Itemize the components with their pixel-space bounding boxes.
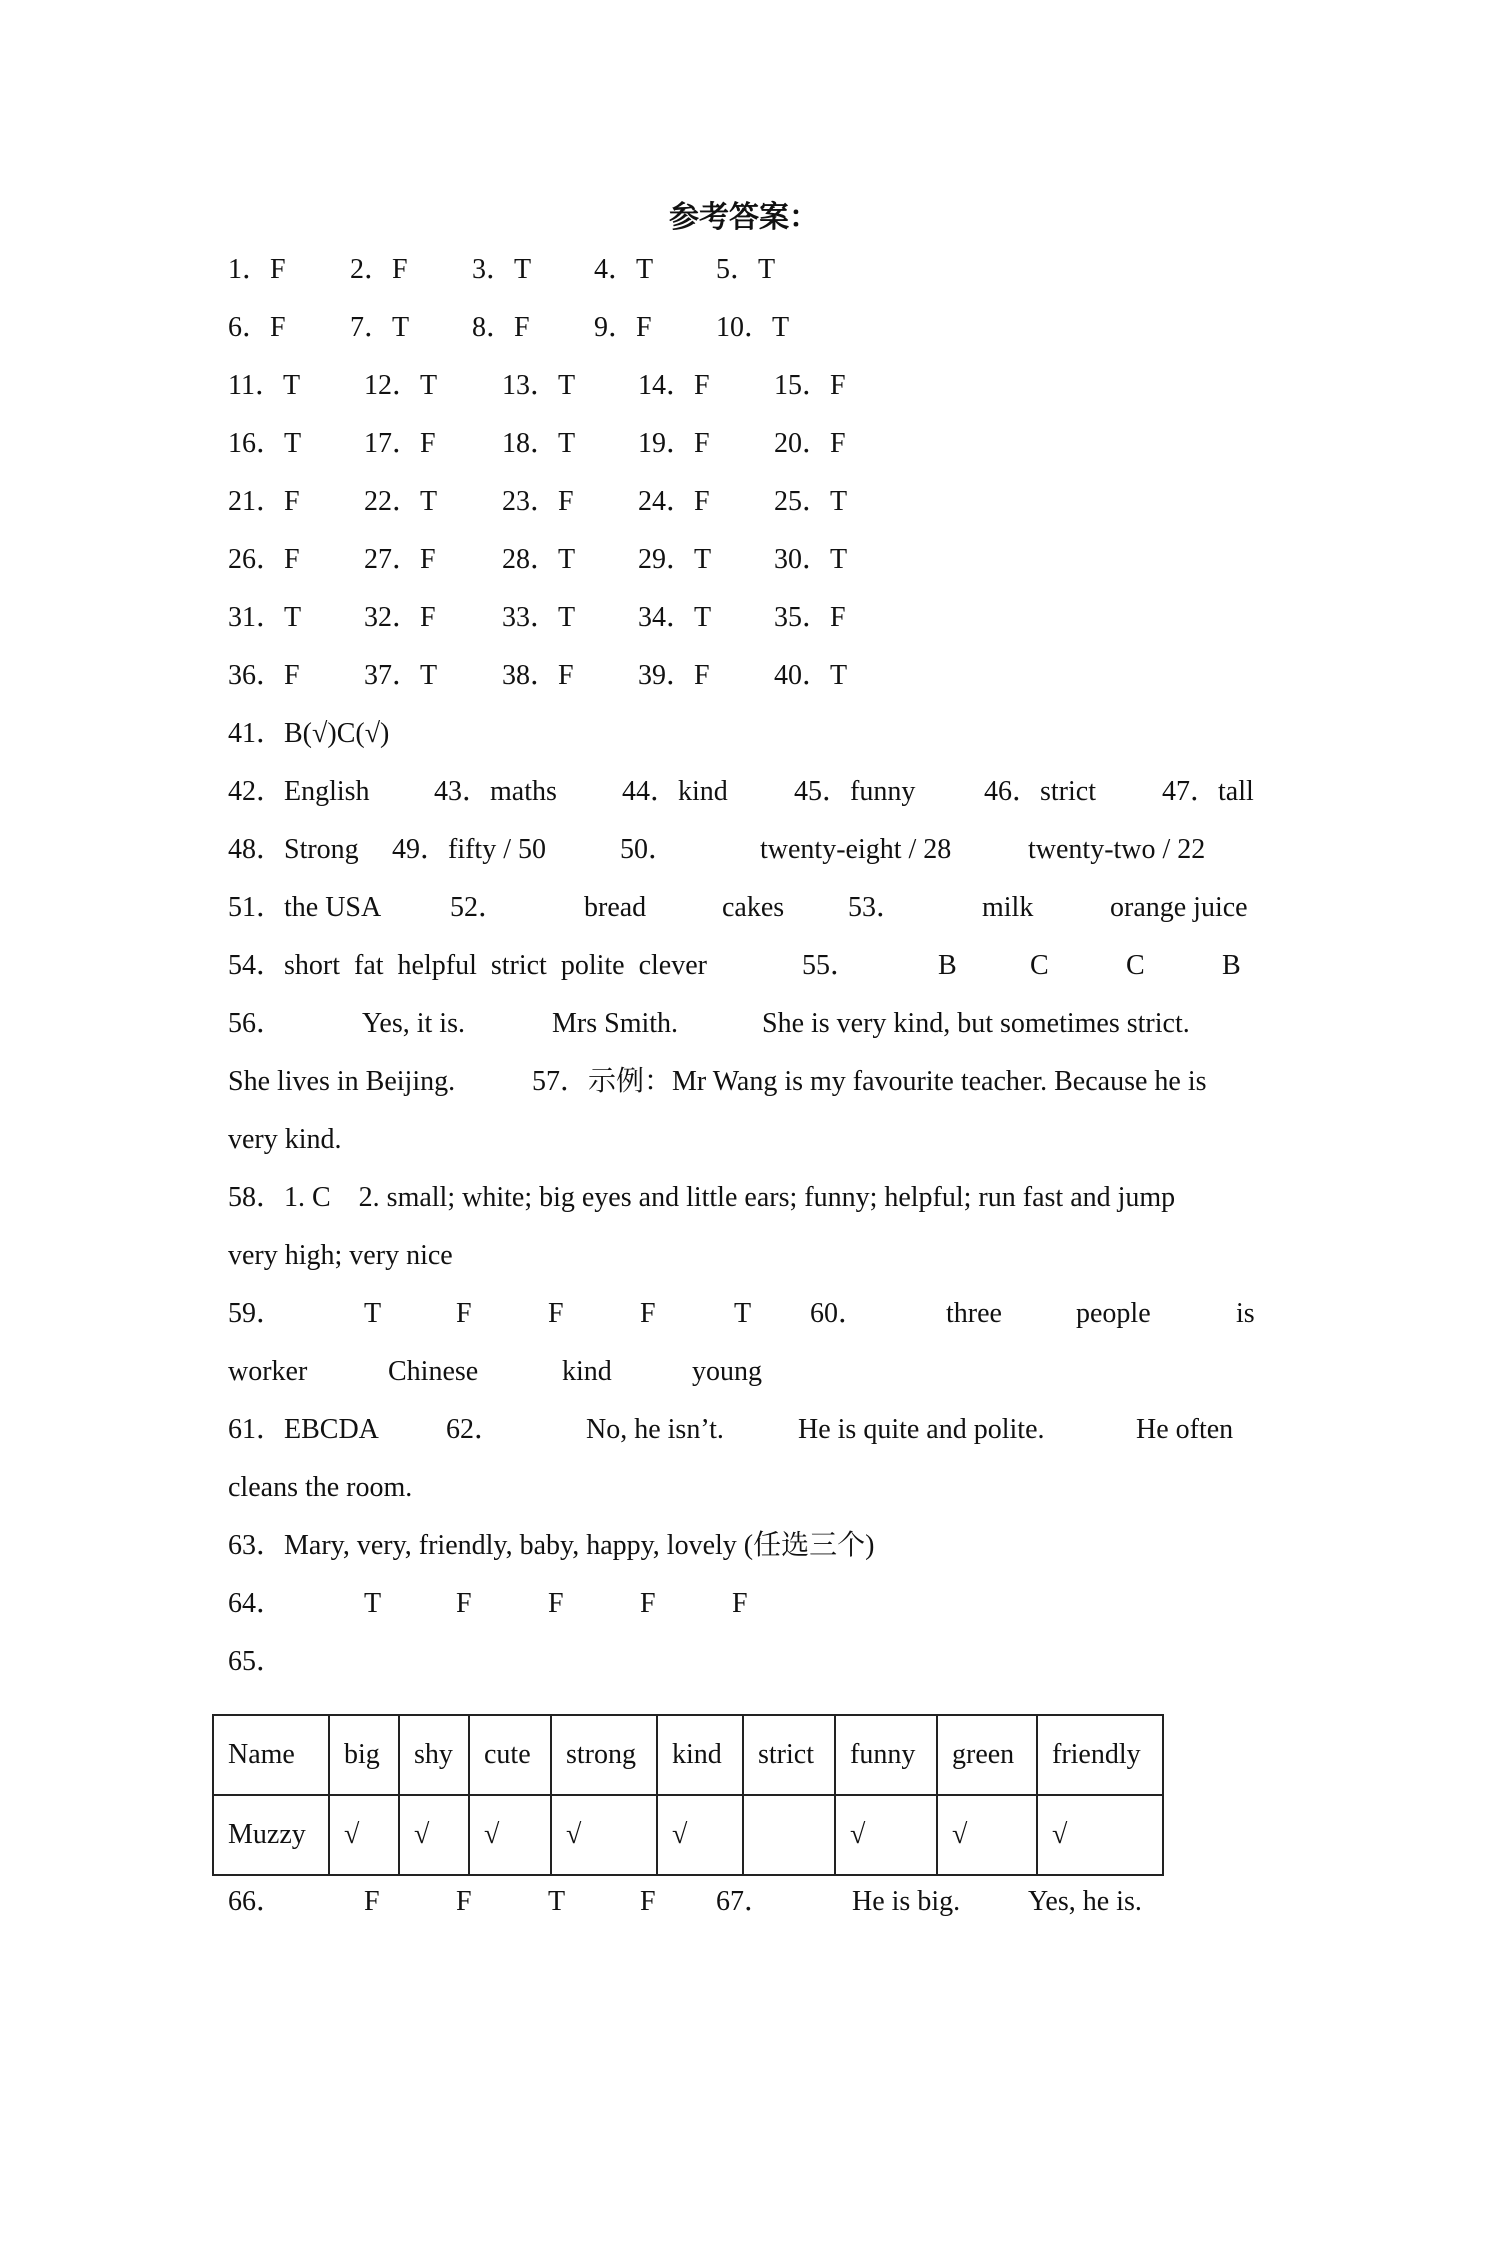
answer-item: He is quite and polite. xyxy=(798,1414,1045,1445)
answer-text: very kind. xyxy=(228,1124,342,1155)
answer-item: 25．T xyxy=(774,486,848,517)
answer-item: 8．F xyxy=(472,312,530,343)
answer-item: F xyxy=(364,1886,380,1917)
answer-item: F xyxy=(640,1588,656,1619)
answer-item: 12．T xyxy=(364,370,438,401)
answer-item: 46．strict xyxy=(984,776,1096,807)
answer-item: 49．fifty / 50 xyxy=(392,834,546,865)
answer-item: milk xyxy=(982,892,1034,923)
answer-row-1 xyxy=(228,250,776,290)
answer-row-3 xyxy=(228,366,846,406)
answer-item: 14．F xyxy=(638,370,710,401)
answer-item: 45．funny xyxy=(794,776,916,807)
answer-item: young xyxy=(692,1356,762,1387)
answer-item: bread xyxy=(584,892,647,923)
answer-item: 50． xyxy=(620,834,677,865)
answer-item: 66． xyxy=(228,1886,285,1917)
answer-item: 13．T xyxy=(502,370,576,401)
table-cell: strict xyxy=(743,1715,835,1795)
answer-text: 65． xyxy=(228,1646,285,1677)
answer-58-cont xyxy=(228,1236,453,1276)
answer-item: 6．F xyxy=(228,312,286,343)
answer-item: 56． xyxy=(228,1008,285,1039)
answer-41 xyxy=(228,714,390,754)
answer-56 xyxy=(228,1004,1190,1044)
answer-item: 64． xyxy=(228,1588,285,1619)
answer-item: 23．F xyxy=(502,486,574,517)
answer-item: 38．F xyxy=(502,660,574,691)
answer-item: 52． xyxy=(450,892,507,923)
table-cell: funny xyxy=(835,1715,937,1795)
answer-item: 7．T xyxy=(350,312,410,343)
answer-item: 17．F xyxy=(364,428,436,459)
answer-56-57 xyxy=(228,1062,1207,1102)
answer-item: 62． xyxy=(446,1414,503,1445)
answer-item: T xyxy=(364,1298,382,1329)
answer-row-6 xyxy=(228,540,848,580)
table-cell xyxy=(743,1795,835,1875)
answer-item: 20．F xyxy=(774,428,846,459)
table-cell: √ xyxy=(469,1795,551,1875)
answer-item: 59． xyxy=(228,1298,285,1329)
answer-item: 19．F xyxy=(638,428,710,459)
answer-item: 11．T xyxy=(228,370,301,401)
answer-item: 60． xyxy=(810,1298,867,1329)
answer-item: 22．T xyxy=(364,486,438,517)
answer-item: F xyxy=(640,1298,656,1329)
answer-item: F xyxy=(456,1298,472,1329)
answer-item: 35．F xyxy=(774,602,846,633)
answer-item: B xyxy=(1222,950,1241,981)
table-cell: strong xyxy=(551,1715,657,1795)
answer-item: 32．F xyxy=(364,602,436,633)
answer-row-2 xyxy=(228,308,790,348)
answer-item: F xyxy=(640,1886,656,1917)
answer-item: 9．F xyxy=(594,312,652,343)
answer-item: three xyxy=(946,1298,1002,1329)
table-cell: green xyxy=(937,1715,1037,1795)
answer-item: twenty-two / 22 xyxy=(1028,834,1206,865)
table-row xyxy=(213,1795,1163,1875)
answer-item: 18．T xyxy=(502,428,576,459)
answer-item: F xyxy=(732,1588,748,1619)
answer-item: F xyxy=(548,1588,564,1619)
answer-item: 54．short fat helpful strict polite clever xyxy=(228,950,707,981)
answer-row-5 xyxy=(228,482,848,522)
answer-item: 4．T xyxy=(594,254,654,285)
answer-65 xyxy=(228,1642,285,1682)
table-cell: √ xyxy=(657,1795,743,1875)
answer-item: twenty-eight / 28 xyxy=(760,834,952,865)
answer-item: is xyxy=(1236,1298,1255,1329)
answer-item: 36．F xyxy=(228,660,300,691)
table-cell: √ xyxy=(399,1795,469,1875)
answer-item: Yes, it is. xyxy=(362,1008,465,1039)
answer-59-60 xyxy=(228,1294,1255,1334)
answer-item: 48．Strong xyxy=(228,834,359,865)
answer-item: people xyxy=(1076,1298,1151,1329)
table-cell: kind xyxy=(657,1715,743,1795)
answer-item: No, he isn’t. xyxy=(586,1414,724,1445)
answer-item: Chinese xyxy=(388,1356,479,1387)
table-cell: √ xyxy=(835,1795,937,1875)
answer-item: 40．T xyxy=(774,660,848,691)
table-cell: shy xyxy=(399,1715,469,1795)
answer-item: C xyxy=(1030,950,1049,981)
answer-row-8 xyxy=(228,656,848,696)
answer-item: 29．T xyxy=(638,544,712,575)
answer-54-55 xyxy=(228,946,1241,986)
table-header-row xyxy=(213,1715,1163,1795)
answer-60-cont xyxy=(228,1352,762,1392)
answer-item: 21．F xyxy=(228,486,300,517)
answer-64 xyxy=(228,1584,748,1624)
answer-item: 61．EBCDA xyxy=(228,1414,379,1445)
answer-item: worker xyxy=(228,1356,308,1387)
table-cell: friendly xyxy=(1037,1715,1163,1795)
answer-66-67 xyxy=(228,1882,1142,1922)
page-title: 参考答案： xyxy=(669,200,819,235)
answer-item: 28．T xyxy=(502,544,576,575)
table-cell: big xyxy=(329,1715,399,1795)
answer-item: 33．T xyxy=(502,602,576,633)
answer-item: orange juice xyxy=(1110,892,1248,923)
table-cell: Name xyxy=(213,1715,329,1795)
answer-item: She is very kind, but sometimes strict. xyxy=(762,1008,1190,1039)
answer-item: F xyxy=(456,1588,472,1619)
answer-text: 58．1. C 2. small; white; big eyes and little ears; funny; helpful; run fast and jump xyxy=(228,1182,1176,1213)
answer-57-cont xyxy=(228,1120,342,1160)
answer-item: T xyxy=(548,1886,566,1917)
answer-item: 26．F xyxy=(228,544,300,575)
answer-48-50 xyxy=(228,830,1206,870)
answer-item: 57．示例：Mr Wang is my favourite teacher. Because he is xyxy=(532,1066,1207,1097)
answer-item: F xyxy=(456,1886,472,1917)
muzzy-table xyxy=(212,1714,1164,1876)
answer-row-7 xyxy=(228,598,846,638)
answer-item: 1．F xyxy=(228,254,286,285)
answer-item: 24．F xyxy=(638,486,710,517)
answer-item: cakes xyxy=(722,892,785,923)
answer-62-cont xyxy=(228,1468,413,1508)
answer-42-47 xyxy=(228,772,1254,812)
table-cell: √ xyxy=(329,1795,399,1875)
answer-item: T xyxy=(734,1298,752,1329)
answer-item: 43．maths xyxy=(434,776,557,807)
answer-item: kind xyxy=(562,1356,612,1387)
answer-item: 31．T xyxy=(228,602,302,633)
table-cell: Muzzy xyxy=(213,1795,329,1875)
answer-item: He is big. xyxy=(852,1886,961,1917)
answer-item: C xyxy=(1126,950,1145,981)
answer-item: 3．T xyxy=(472,254,532,285)
answer-item: 44．kind xyxy=(622,776,728,807)
answer-row-4 xyxy=(228,424,846,464)
answer-item: 47．tall xyxy=(1162,776,1254,807)
answer-item: 27．F xyxy=(364,544,436,575)
answer-item: 42．English xyxy=(228,776,370,807)
answer-61-62 xyxy=(228,1410,1234,1450)
answer-item: 10．T xyxy=(716,312,790,343)
answer-item: He often xyxy=(1136,1414,1234,1445)
answer-item: 39．F xyxy=(638,660,710,691)
answer-item: 51．the USA xyxy=(228,892,382,923)
table-cell: √ xyxy=(1037,1795,1163,1875)
answer-item: 5．T xyxy=(716,254,776,285)
answer-item: 67． xyxy=(716,1886,773,1917)
answer-item: T xyxy=(364,1588,382,1619)
answer-item: 34．T xyxy=(638,602,712,633)
answer-text: 63．Mary, very, friendly, baby, happy, lovely (任选三个) xyxy=(228,1530,875,1561)
answer-58 xyxy=(228,1178,1176,1218)
answer-item: 30．T xyxy=(774,544,848,575)
answer-item: B xyxy=(938,950,957,981)
table-cell: cute xyxy=(469,1715,551,1795)
answer-51-53 xyxy=(228,888,1248,928)
answer-text: cleans the room. xyxy=(228,1472,413,1503)
table-cell: √ xyxy=(551,1795,657,1875)
answer-item: 37．T xyxy=(364,660,438,691)
answer-item: Yes, he is. xyxy=(1028,1886,1142,1917)
answer-item: 16．T xyxy=(228,428,302,459)
table-cell: √ xyxy=(937,1795,1037,1875)
answer-item: Mrs Smith. xyxy=(552,1008,679,1039)
answer-item: 53． xyxy=(848,892,905,923)
answer-item: 2．F xyxy=(350,254,408,285)
answer-item: 15．F xyxy=(774,370,846,401)
answer-item: She lives in Beijing. xyxy=(228,1066,456,1097)
answer-item: F xyxy=(548,1298,564,1329)
answer-item: 55． xyxy=(802,950,859,981)
answer-63 xyxy=(228,1526,875,1566)
answer-text: very high; very nice xyxy=(228,1240,453,1271)
answer-text: 41．B(√)C(√) xyxy=(228,718,390,749)
